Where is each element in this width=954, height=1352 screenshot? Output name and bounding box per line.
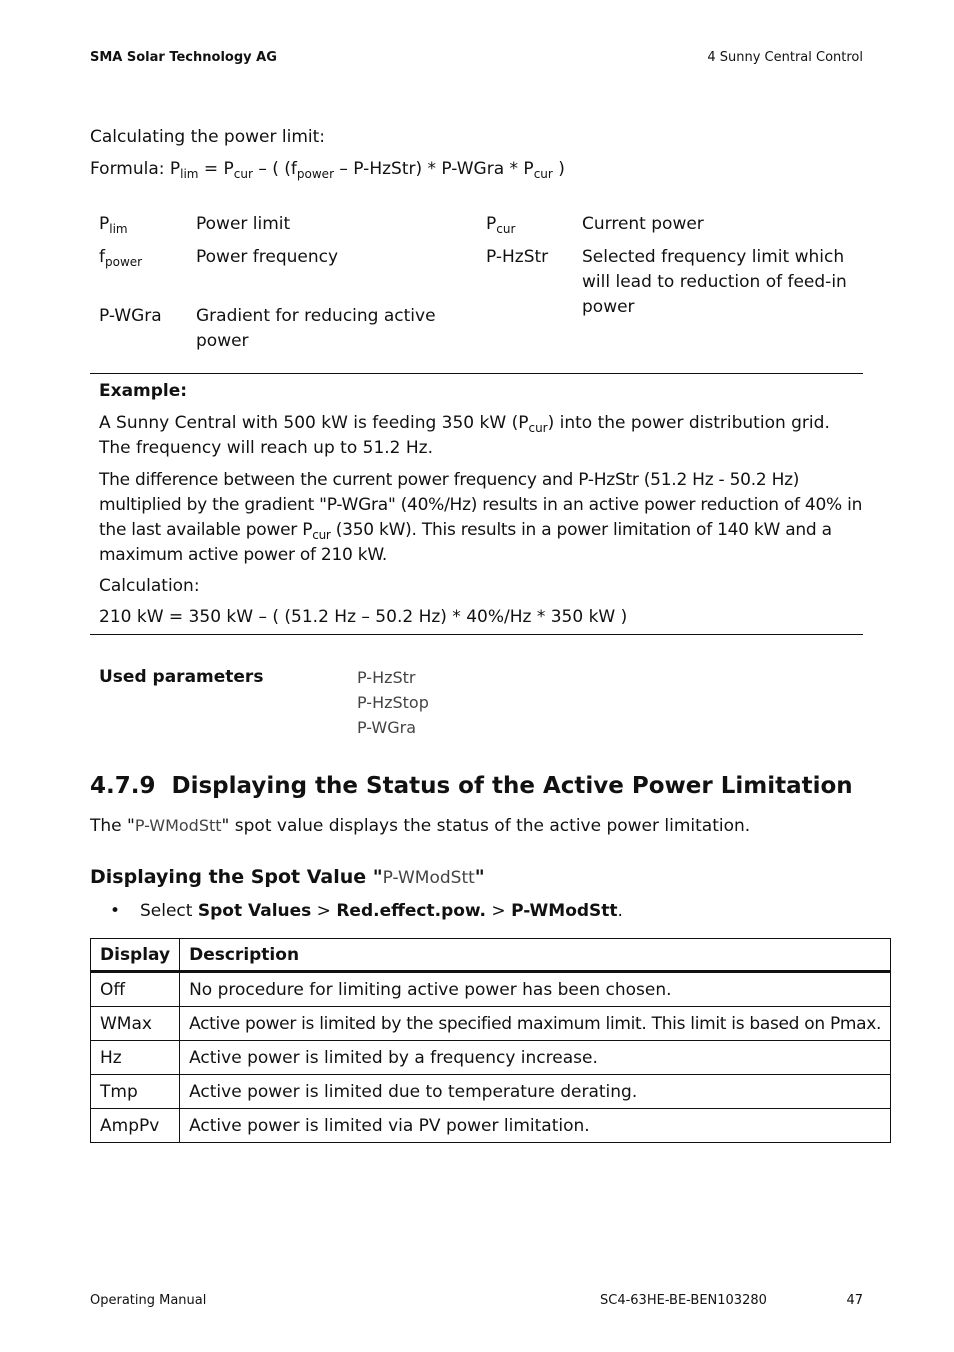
parameter-item: P-WGra [357,718,417,737]
divider [90,373,863,374]
def-description: Selected frequency limit which will lead to reduction of feed-in power [582,247,847,317]
footer-manual: Operating Manual [90,1293,207,1308]
section-intro: The "P-WModStt" spot value displays the status of the active power limitation. [90,816,751,836]
description: Active power is limited by the specified maximum limit. This limit is based on Pmax. [180,1007,891,1041]
description: Active power is limited via PV power limitation. [180,1109,891,1143]
table-row [91,1041,891,1075]
parameter-item: P-HzStr [357,668,416,687]
description: Active power is limited due to temperature derating. [180,1075,891,1109]
table-row [91,972,891,1007]
calculation: 210 kW = 350 kW – ( (51.2 Hz – 50.2 Hz) * 40%/Hz * 350 kW ) [99,607,628,627]
parameter-item: P-HzStop [357,693,429,712]
display-value: Off [91,972,180,1007]
table-row [91,1109,891,1143]
def-symbol: P-WGra [99,306,162,326]
formula: Formula: $P_{lim} = P_{cur}$ – ( ($f_{power}$ – P-HzStr) * P-WGra * $P_{cur}$ ) [90,159,565,181]
description: Active power is limited by a frequency increase. [180,1041,891,1075]
display-value: Hz [91,1041,180,1075]
used-parameters-label: Used parameters [99,667,264,687]
def-symbol: $f_{power}$ [99,247,143,269]
example-paragraph: The difference between the current power frequency and P-HzStr (51.2 Hz - 50.2 Hz) multiplied by the gradient "P-WGra" (40%/Hz) results in an active power reduction of 40% in the last available power $P_{cur}$ (350 kW). This results in a power limitation of 140 kW and a maximum active power of 210 kW. [99,470,863,565]
def-symbol: P-HzStr [486,247,549,267]
table-row [91,1007,891,1041]
description: No procedure for limiting active power has been chosen. [180,972,891,1007]
calc-intro: Calculating the power limit: [90,127,326,147]
header-section: 4 Sunny Central Control [707,50,863,65]
def-symbol: $P_{cur}$ [486,214,516,236]
display-value: AmpPv [91,1109,180,1143]
calculation-label: Calculation: [99,576,200,596]
def-description: Current power [582,214,704,234]
def-symbol: $P_{lim}$ [99,214,128,236]
table-row [91,1075,891,1109]
example-title: Example: [99,381,188,401]
footer-document-id: SC4-63HE-BE-BEN103280 [600,1293,767,1308]
divider [90,634,863,635]
section-title: 4.7.9 Displaying the Status of the Active Power Limitation [90,773,853,799]
header-company: SMA Solar Technology AG [90,50,277,65]
display-table [90,938,891,1143]
table-header-row [91,939,891,972]
display-value: Tmp [91,1075,180,1109]
bullet: • [110,901,121,921]
column-header: Description [180,939,891,972]
example-paragraph: A Sunny Central with 500 kW is feeding 350 kW $(P_{cur})$ into the power distribution grid. The frequency will reach up to 51.2 Hz. [99,413,830,458]
subsection-title: Displaying the Spot Value "P-WModStt" [90,866,485,888]
def-description: Power frequency [196,247,339,267]
column-header: Display [91,939,180,972]
instruction-step: Select Spot Values > Red.effect.pow. > P-WModStt. [140,901,623,921]
def-description: Power limit [196,214,291,234]
display-value: WMax [91,1007,180,1041]
def-description: Gradient for reducing active power [196,306,436,351]
page-number: 47 [846,1293,863,1308]
